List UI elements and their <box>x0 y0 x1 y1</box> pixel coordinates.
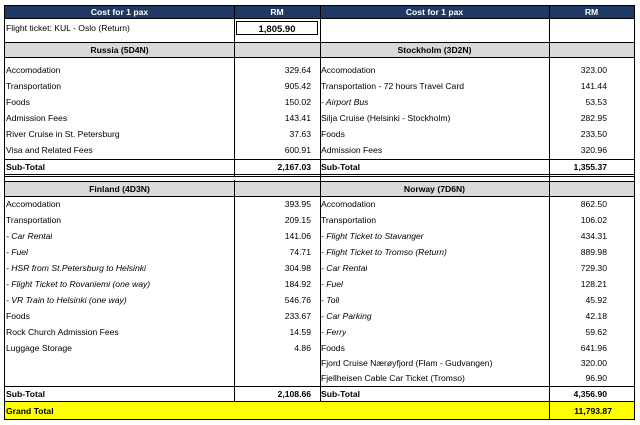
norway-label: - Toll <box>321 296 340 305</box>
stockholm-subtotal-label: Sub-Total <box>321 162 360 172</box>
norway-value: 729.30 <box>580 264 607 273</box>
russia-value: 150.02 <box>284 98 311 107</box>
russia-label: River Cruise in St. Petersburg <box>6 130 120 139</box>
norway-label: Accomodation <box>321 200 376 209</box>
grid-line <box>5 401 634 402</box>
stockholm-value: 282.95 <box>580 114 607 123</box>
norway-label: - Ferry <box>321 328 347 337</box>
finland-label: Transportation <box>6 216 62 225</box>
stockholm-title: Stockholm (3D2N) <box>320 43 549 57</box>
norway-value: 42.18 <box>585 312 607 321</box>
grid-line <box>5 174 634 175</box>
stockholm-value: 233.50 <box>580 130 607 139</box>
norway-label: Transportation <box>321 216 377 225</box>
grand-total-label: Grand Total <box>5 402 549 419</box>
flight-label: Flight ticket: KUL - Oslo (Return) <box>6 23 130 33</box>
norway-subtotal-label: Sub-Total <box>321 389 360 399</box>
finland-subtotal-value: 2,108.66 <box>277 389 311 399</box>
russia-value: 37.63 <box>289 130 311 139</box>
grand-total-value: 11,793.87 <box>549 402 634 419</box>
finland-label: Luggage Storage <box>6 344 72 353</box>
finland-label: - Fuel <box>6 248 28 257</box>
norway-value: 96.90 <box>585 374 607 383</box>
norway-label: - Flight Ticket to Stavanger <box>321 232 424 241</box>
grid-line <box>234 6 235 177</box>
finland-label: Foods <box>6 312 30 321</box>
flight-value: 1,805.90 <box>236 21 318 35</box>
norway-label: - Car Parking <box>321 312 372 321</box>
finland-title: Finland (4D3N) <box>5 182 234 196</box>
finland-value: 184.92 <box>284 280 311 289</box>
stockholm-title-blank <box>549 43 634 57</box>
grid-line <box>5 57 634 58</box>
grid-line <box>5 181 634 182</box>
russia-label: Admission Fees <box>6 114 68 123</box>
russia-value: 905.42 <box>284 82 311 91</box>
stockholm-label: - Airport Bus <box>321 98 369 107</box>
norway-title: Norway (7D6N) <box>320 182 549 196</box>
russia-label: Accomodation <box>6 66 61 75</box>
norway-label: Fjellheisen Cable Car Ticket (Tromso) <box>321 374 465 383</box>
stockholm-value: 53.53 <box>585 98 607 107</box>
stockholm-label: Transportation - 72 hours Travel Card <box>321 82 464 91</box>
stockholm-subtotal-value: 1,355.37 <box>573 162 607 172</box>
norway-value: 434.31 <box>580 232 607 241</box>
header-left-rm: RM <box>234 6 320 18</box>
norway-value: 59.62 <box>585 328 607 337</box>
norway-value: 862.50 <box>580 200 607 209</box>
finland-value: 74.71 <box>289 248 311 257</box>
norway-label: - Car Rental <box>321 264 368 273</box>
finland-label: - VR Train to Helsinki (one way) <box>6 296 127 305</box>
norway-label: Fjord Cruise Nærøyfjord (Flam - Gudvangen) <box>321 359 493 368</box>
russia-title-blank <box>234 43 320 57</box>
norway-value: 106.02 <box>580 216 607 225</box>
norway-value: 320.00 <box>580 359 607 368</box>
cost-spreadsheet <box>4 5 635 420</box>
norway-value: 641.96 <box>580 344 607 353</box>
finland-value: 304.98 <box>284 264 311 273</box>
finland-value: 209.15 <box>284 216 311 225</box>
finland-value: 4.86 <box>294 344 311 353</box>
finland-value: 233.67 <box>284 312 311 321</box>
header-right-rm: RM <box>549 6 634 18</box>
finland-value: 393.95 <box>284 200 311 209</box>
stockholm-label: Admission Fees <box>321 146 383 155</box>
stockholm-label: Foods <box>321 130 345 139</box>
finland-title-blank <box>234 182 320 196</box>
finland-label: Accomodation <box>6 200 61 209</box>
grid-line <box>320 6 321 401</box>
grid-line <box>5 196 634 197</box>
norway-title-blank <box>549 182 634 196</box>
russia-title: Russia (5D4N) <box>5 43 234 57</box>
finland-label: - Car Rental <box>6 232 53 241</box>
header-left-cost: Cost for 1 pax <box>5 6 234 18</box>
grid-line <box>5 386 634 387</box>
stockholm-value: 320.96 <box>580 146 607 155</box>
russia-value: 329.64 <box>284 66 311 75</box>
header-right-cost: Cost for 1 pax <box>320 6 549 18</box>
russia-subtotal-label: Sub-Total <box>6 162 45 172</box>
norway-value: 128.21 <box>580 280 607 289</box>
finland-label: Rock Church Admission Fees <box>6 328 119 337</box>
russia-label: Visa and Related Fees <box>6 146 93 155</box>
grid-line <box>549 6 550 419</box>
russia-label: Transportation <box>6 82 62 91</box>
norway-value: 889.98 <box>580 248 607 257</box>
finland-value: 546.76 <box>284 296 311 305</box>
stockholm-label: Accomodation <box>321 66 376 75</box>
norway-value: 45.92 <box>585 296 607 305</box>
finland-label: - Flight Ticket to Rovaniemi (one way) <box>6 280 151 289</box>
grid-line <box>5 159 634 160</box>
russia-value: 600.91 <box>284 146 311 155</box>
russia-label: Foods <box>6 98 30 107</box>
finland-label: - HSR from St.Petersburg to Helsinki <box>6 264 146 273</box>
stockholm-value: 141.44 <box>580 82 607 91</box>
finland-value: 14.59 <box>289 328 311 337</box>
grid-line <box>5 42 634 43</box>
finland-subtotal-label: Sub-Total <box>6 389 45 399</box>
russia-value: 143.41 <box>284 114 311 123</box>
stockholm-label: Silja Cruise (Helsinki - Stockholm) <box>321 114 451 123</box>
norway-label: - Flight Ticket to Tromso (Return) <box>321 248 447 257</box>
grid-line <box>5 176 634 177</box>
grid-line <box>5 18 634 19</box>
norway-label: - Fuel <box>321 280 343 289</box>
norway-subtotal-value: 4,356.90 <box>573 389 607 399</box>
russia-subtotal-value: 2,167.03 <box>277 162 311 172</box>
stockholm-value: 323.00 <box>580 66 607 75</box>
norway-label: Foods <box>321 344 345 353</box>
finland-value: 141.06 <box>284 232 311 241</box>
grid-line <box>234 180 235 401</box>
